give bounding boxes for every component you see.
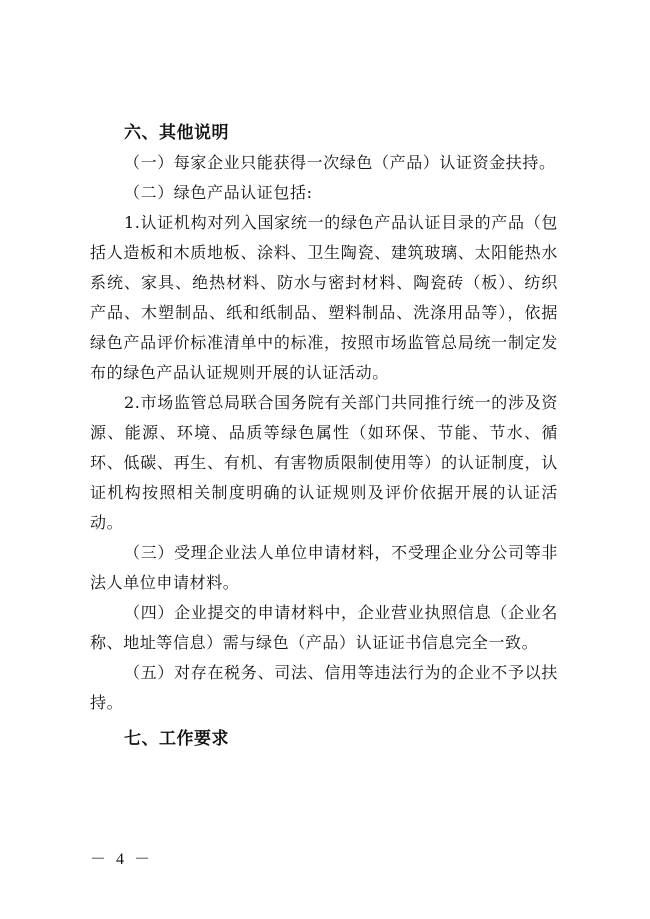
paragraph-no-support-violations: （五）对存在税务、司法、信用等违法行为的企业不予以扶持。	[90, 663, 558, 712]
page-content	[90, 118, 558, 754]
paragraph-single-funding: （一）每家企业只能获得一次绿色（产品）认证资金扶持。	[124, 153, 556, 172]
paragraph-certification-item-1: 1.认证机构对列入国家统一的绿色产品认证目录的产品（包括人造板和木质地板、涂料、卫生陶瓷、建筑玻璃、太阳能热水系统、家具、绝热材料、防水与密封材料、陶瓷砖（板）、纺织产品、木塑制品、纸和纸制品、塑料制品、洗涤用品等），依据绿色产品评价标准清单中的标准，按照市场监管总局统一制定发布的绿色产品认证规则开展的认证活动。	[90, 213, 558, 382]
paragraph-legal-entity-only: （三）受理企业法人单位申请材料，不受理企业分公司等非法人单位申请材料。	[90, 543, 558, 592]
page-number: － 4 －	[90, 851, 154, 868]
section-heading-other-notes: 六、其他说明	[124, 123, 229, 143]
paragraph-certification-includes: （二）绿色产品认证包括:	[124, 183, 313, 202]
paragraph-certification-item-2: 2.市场监管总局联合国务院有关部门共同推行统一的涉及资源、能源、环境、品质等绿色属性（如环保、节能、节水、循环、低碳、再生、有机、有害物质限制使用等）的认证制度，认证机构按照相关制度明确的认证规则及评价依据开展的认证活动。	[90, 393, 558, 532]
paragraph-info-consistency: （四）企业提交的申请材料中，企业营业执照信息（企业名称、地址等信息）需与绿色（产品）认证证书信息完全一致。	[90, 603, 558, 652]
section-heading-work-requirements: 七、工作要求	[124, 729, 229, 749]
